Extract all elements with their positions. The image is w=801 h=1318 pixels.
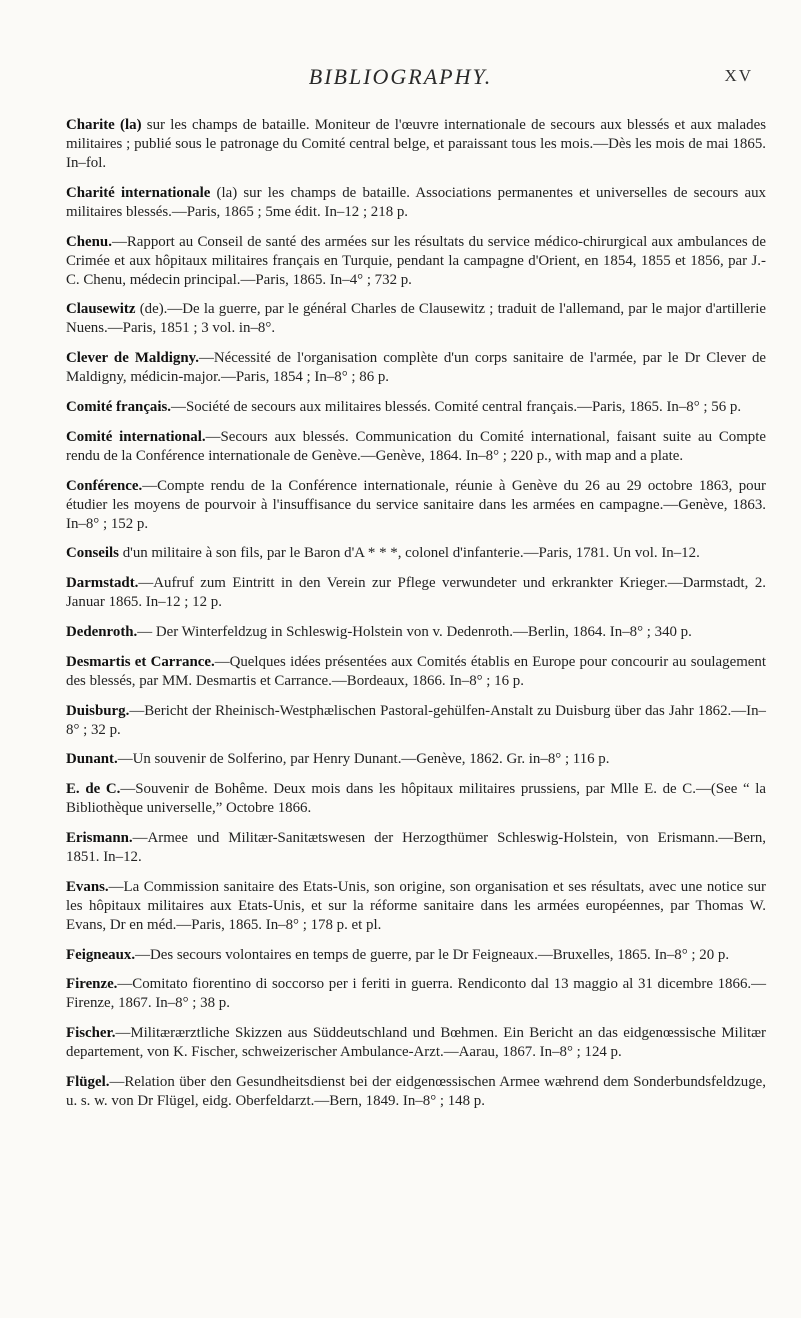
bibliography-entry (66, 349, 766, 387)
page-header (0, 64, 801, 94)
entry-text: —Société de secours aux militaires blessés. Comité central français.—Paris, 1865. In–8° ; 56 p. (171, 398, 742, 415)
entry-text: —Souvenir de Bohême. Deux mois dans les hôpitaux militaires prussiens, par Mlle E. de C.—(See “ la Bibliothèque universelle,” Octobre 1866. (66, 781, 766, 817)
entry-text: —Rapport au Conseil de santé des armées sur les résultats du service médico-chirurgical aux ambulances de Crimée et aux hôpitaux militaires français en Turquie, pendant la campagne d'Orient, en 1854, 1855 et 1856, par J.-C. Chenu, médecin principal.—Paris, 1865. In–4° ; 732 p. (66, 233, 766, 288)
bibliography-entry (66, 574, 766, 612)
entry-heading: Comité international. (66, 428, 206, 445)
entry-text: d'un militaire à son fils, par le Baron d'A * * *, colonel d'infanterie.—Paris, 1781. Un vol. In–12. (118, 545, 700, 562)
bibliography-entry (66, 975, 766, 1013)
entry-heading: Desmartis et Carrance. (66, 653, 215, 670)
entry-heading: Clever de Maldigny. (66, 350, 199, 367)
entry-heading: Fischer. (66, 1025, 116, 1042)
bibliography-entry (66, 829, 766, 867)
entry-text: —Un souvenir de Solferino, par Henry Dunant.—Genève, 1862. Gr. in–8° ; 116 p. (117, 751, 610, 768)
entry-heading: E. de C. (66, 781, 121, 798)
entry-text: —Armee und Militær-Sanitætswesen der Herzogthümer Schleswig-Holstein, von Erismann.—Bern, 1851. In–12. (66, 829, 766, 865)
entry-text: —Aufruf zum Eintritt in den Verein zur Pflege verwundeter und erkrankter Krieger.—Darmstadt, 2. Januar 1865. In–12 ; 12 p. (66, 575, 766, 611)
bibliography-entry (66, 477, 766, 534)
entry-heading: Duisburg. (66, 702, 130, 719)
entry-heading: Darmstadt. (66, 575, 139, 592)
entry-text: —Bericht der Rheinisch-Westphælischen Pastoral-gehülfen-Anstalt zu Duisburg über das Jahr 1862.—In–8° ; 32 p. (66, 702, 766, 738)
entry-heading: Dedenroth. (66, 623, 138, 640)
entry-text: —Secours aux blessés. Communication du Comité international, faisant suite au Compte rendu de la Conférence internationale de Genève.—Genève, 1864. In–8° ; 220 p., with map and a plate. (66, 428, 766, 464)
entry-heading: Clausewitz (66, 301, 136, 318)
bibliography-entry (66, 544, 766, 563)
entry-text: —La Commission sanitaire des Etats-Unis, son origine, son organisation et ses résultats, avec une notice sur les hôpitaux militaires aux Etats-Unis, et sur la réforme sanitaire dans les armées européennes, par Thomas W. Evans, Dr en méd.—Paris, 1865. In–8° ; 178 p. et pl. (66, 878, 766, 933)
entry-heading: Chenu. (66, 233, 112, 250)
bibliography-entry (66, 428, 766, 466)
entry-heading: Dunant. (66, 751, 118, 768)
bibliography-entry (66, 623, 766, 642)
bibliography-entry (66, 780, 766, 818)
entry-heading: Feigneaux. (66, 946, 136, 963)
entry-heading: Comité français. (66, 398, 172, 415)
entry-text: sur les champs de bataille. Moniteur de l'œuvre internationale de secours aux blessés et aux malades militaires ; publié sous le patronage du Comité central belge, et paraissant tous les mois.—Dès les mois de mai 1865. In–fol. (66, 117, 766, 171)
bibliography-entry (66, 750, 766, 769)
bibliography-entry (66, 1073, 766, 1111)
entry-heading: Flügel. (66, 1073, 110, 1090)
bibliography-entry (66, 116, 766, 173)
bibliography-entry (66, 184, 766, 222)
entry-heading: Charite (la) (66, 117, 142, 133)
bibliography-entry (66, 233, 766, 290)
entry-text: —Des secours volontaires en temps de guerre, par le Dr Feigneaux.—Bruxelles, 1865. In–8° ; 20 p. (135, 946, 730, 963)
entry-heading: Charité internationale (66, 184, 211, 201)
entry-text: (de).—De la guerre, par le général Charles de Clausewitz ; traduit de l'allemand, par le major d'artillerie Nuens.—Paris, 1851 ; 3 vol. in–8°. (66, 301, 766, 337)
entry-text: —Quelques idées présentées aux Comités établis en Europe pour concourir au soulagement des blessés, par MM. Desmartis et Carrance.—Bordeaux, 1866. In–8° ; 16 p. (66, 653, 766, 689)
running-title: BIBLIOGRAPHY. (308, 64, 493, 89)
entry-heading: Evans. (66, 878, 109, 895)
bibliography-entry (66, 702, 766, 740)
bibliography-entry (66, 653, 766, 691)
entry-text: — Der Winterfeldzug in Schleswig-Holstein von v. Dedenroth.—Berlin, 1864. In–8° ; 340 p. (137, 623, 692, 640)
page-number: XV (724, 66, 753, 85)
bibliography-entry (66, 398, 766, 417)
entry-heading: Erismann. (66, 829, 133, 846)
entry-text: —Comitato fiorentino di soccorso per i feriti in guerra. Rendiconto dal 13 maggio al 31 dicembre 1866.—Firenze, 1867. In–8° ; 38 p. (66, 976, 766, 1012)
entry-text: —Militærærztliche Skizzen aus Süddeutschland und Bœhmen. Ein Bericht an das eidgenœssische Militær departement, von K. Fischer, schweizerischer Ambulance-Arzt.—Aarau, 1867. In–8° ; 124 p. (66, 1025, 766, 1061)
entry-text: —Relation über den Gesundheitsdienst bei der eidgenœssischen Armee wæhrend dem Sonderbundsfeldzuge, u. s. w. von Dr Flügel, eidg. Oberfeldarzt.—Bern, 1849. In–8° ; 148 p. (66, 1073, 766, 1109)
bibliography-entry (66, 1024, 766, 1062)
entry-text: —Compte rendu de la Conférence internationale, réunie à Genève du 26 au 29 octobre 1863, pour étudier les moyens de pourvoir à l'insuffisance du service sanitaire dans les armées en campagne.—Genève, 1863. In–8° ; 152 p. (66, 477, 766, 532)
bibliography-entry (66, 878, 766, 935)
bibliography-entry (66, 300, 766, 338)
entry-heading: Firenze. (66, 976, 118, 993)
entry-heading: Conseils (66, 545, 119, 562)
entry-text: —Nécessité de l'organisation complète d'un corps sanitaire de l'armée, par le Dr Clever de Maldigny, médicin-major.—Paris, 1854 ; In–8° ; 86 p. (66, 350, 767, 386)
bibliography-entry (66, 946, 766, 965)
entry-text: (la) sur les champs de bataille. Associations permanentes et universelles de secours aux militaires blessés.—Paris, 1865 ; 5me édit. In–12 ; 218 p. (66, 184, 766, 220)
bibliography-list (66, 116, 766, 1122)
entry-heading: Conférence. (66, 477, 143, 494)
